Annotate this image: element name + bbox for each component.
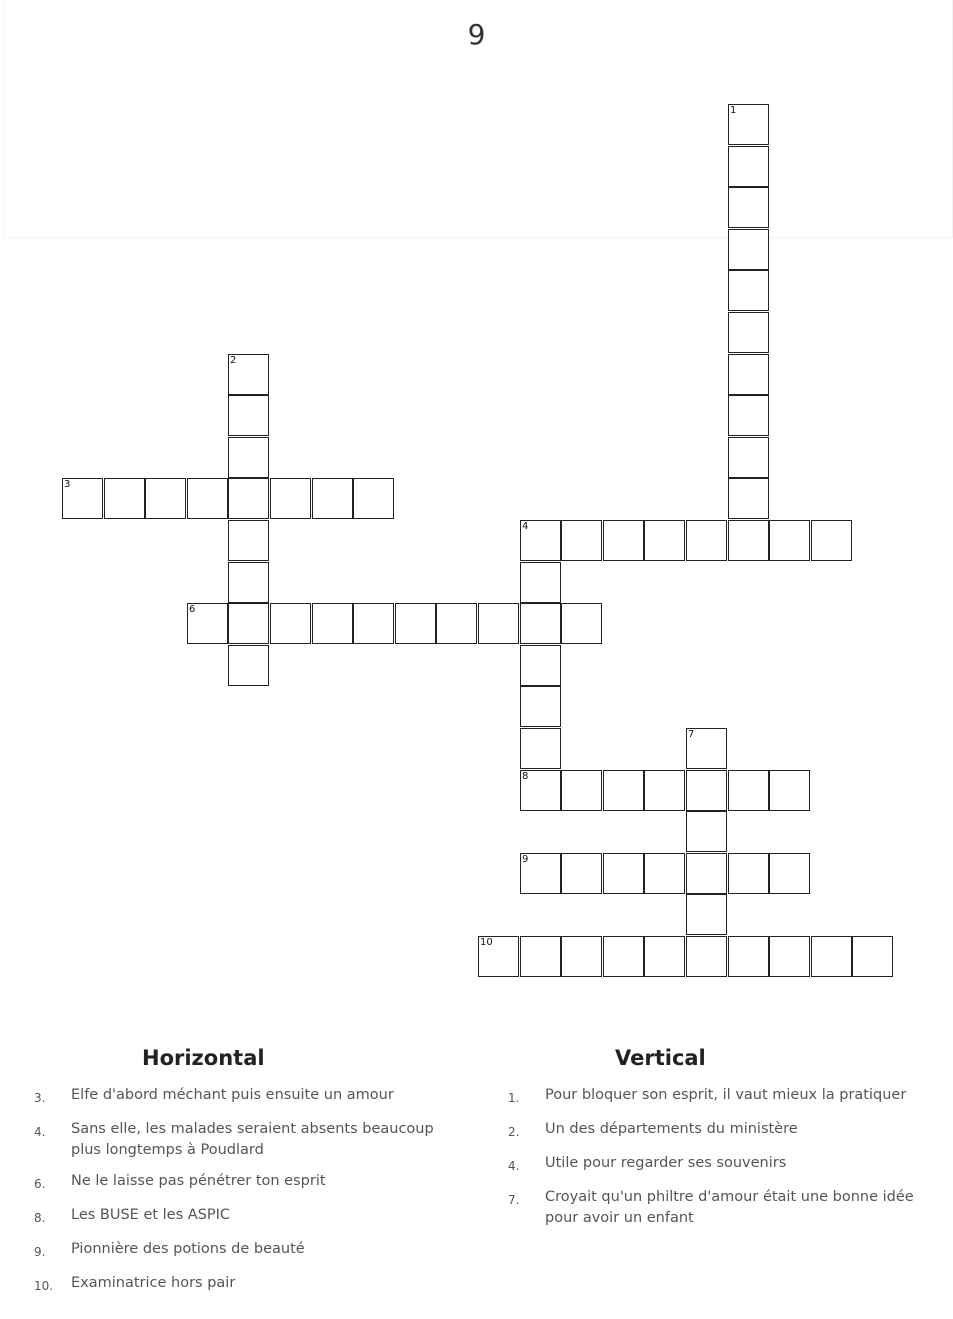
clue-number: 3.	[34, 1091, 46, 1105]
grid-cell[interactable]	[644, 936, 685, 977]
grid-cell[interactable]	[644, 770, 685, 811]
grid-cell[interactable]	[769, 520, 810, 561]
grid-cell[interactable]	[62, 478, 103, 519]
grid-cell[interactable]	[728, 520, 769, 561]
grid-cell[interactable]	[353, 478, 394, 519]
cell-number: 9	[522, 854, 529, 865]
clue-text: Les BUSE et les ASPIC	[71, 1207, 231, 1223]
grid-cell[interactable]	[728, 104, 769, 145]
grid-cell[interactable]	[228, 603, 269, 644]
horizontal-clue	[34, 1205, 434, 1229]
clue-number: 1.	[508, 1091, 520, 1105]
grid-cell[interactable]	[769, 936, 810, 977]
grid-cell[interactable]	[187, 603, 228, 644]
grid-cell[interactable]	[312, 603, 353, 644]
grid-cell[interactable]	[728, 146, 769, 187]
clue-number: 6.	[34, 1177, 46, 1191]
grid-cell[interactable]	[478, 603, 519, 644]
grid-cell[interactable]	[728, 395, 769, 436]
grid-cell[interactable]	[228, 562, 269, 603]
horizontal-heading: Horizontal	[142, 1046, 265, 1070]
clue-number: 2.	[508, 1125, 520, 1139]
vertical-clue	[508, 1085, 928, 1109]
grid-cell[interactable]	[520, 520, 561, 561]
grid-cell[interactable]	[436, 603, 477, 644]
grid-cell[interactable]	[228, 645, 269, 686]
cell-number: 8	[522, 771, 529, 782]
page-title: 9	[467, 18, 486, 51]
grid-cell[interactable]	[520, 853, 561, 894]
grid-cell[interactable]	[228, 478, 269, 519]
grid-cell[interactable]	[686, 853, 727, 894]
grid-cell[interactable]	[561, 603, 602, 644]
cell-number: 4	[522, 521, 529, 532]
horizontal-clue	[34, 1273, 434, 1297]
clue-number: 7.	[508, 1193, 520, 1207]
grid-cell[interactable]	[769, 770, 810, 811]
vertical-clue-list	[508, 1085, 928, 1239]
grid-cell[interactable]	[769, 853, 810, 894]
cell-number: 1	[730, 105, 737, 116]
grid-cell[interactable]	[686, 770, 727, 811]
grid-cell[interactable]	[561, 936, 602, 977]
clue-text: Pionnière des potions de beauté	[71, 1241, 305, 1257]
grid-cell[interactable]	[603, 853, 644, 894]
clue-text: Un des départements du ministère	[545, 1121, 798, 1137]
grid-cell[interactable]	[728, 312, 769, 353]
clue-text: Sans elle, les malades seraient absents beaucoup plus longtemps à Poudlard	[71, 1121, 434, 1158]
grid-cell[interactable]	[644, 520, 685, 561]
grid-cell[interactable]	[852, 936, 893, 977]
grid-cell[interactable]	[270, 603, 311, 644]
grid-cell[interactable]	[228, 437, 269, 478]
grid-cell[interactable]	[728, 187, 769, 228]
clue-text: Croyait qu'un philtre d'amour était une bonne idée pour avoir un enfant	[545, 1189, 914, 1226]
grid-cell[interactable]	[603, 936, 644, 977]
vertical-heading: Vertical	[615, 1046, 706, 1070]
clue-number: 10.	[34, 1279, 54, 1293]
grid-cell[interactable]	[520, 770, 561, 811]
grid-cell[interactable]	[811, 520, 852, 561]
grid-cell[interactable]	[270, 478, 311, 519]
grid-cell[interactable]	[811, 936, 852, 977]
clue-text: Pour bloquer son esprit, il vaut mieux la pratiquer	[545, 1087, 907, 1103]
grid-cell[interactable]	[603, 770, 644, 811]
cell-number: 7	[688, 729, 695, 740]
grid-cell[interactable]	[353, 603, 394, 644]
grid-cell[interactable]	[520, 562, 561, 603]
cell-number: 2	[230, 355, 237, 366]
horizontal-clue-list	[34, 1085, 434, 1307]
clue-text: Examinatrice hors pair	[71, 1275, 236, 1291]
grid-cell[interactable]	[520, 603, 561, 644]
clue-number: 4.	[34, 1125, 46, 1139]
grid-cell[interactable]	[728, 437, 769, 478]
grid-cell[interactable]	[686, 811, 727, 852]
grid-cell[interactable]	[728, 478, 769, 519]
horizontal-clue	[34, 1171, 434, 1195]
grid-cell[interactable]	[644, 853, 685, 894]
grid-cell[interactable]	[728, 936, 769, 977]
cell-number: 10	[480, 937, 493, 948]
grid-cell[interactable]	[520, 728, 561, 769]
grid-cell[interactable]	[728, 354, 769, 395]
clue-text: Utile pour regarder ses souvenirs	[545, 1155, 787, 1171]
grid-cell[interactable]	[728, 229, 769, 270]
grid-cell[interactable]	[686, 520, 727, 561]
grid-cell[interactable]	[728, 853, 769, 894]
grid-cell[interactable]	[561, 770, 602, 811]
grid-cell[interactable]	[561, 520, 602, 561]
cell-number: 3	[64, 479, 71, 490]
clue-number: 9.	[34, 1245, 46, 1259]
grid-cell[interactable]	[478, 936, 519, 977]
grid-cell[interactable]	[520, 645, 561, 686]
grid-cell[interactable]	[728, 270, 769, 311]
grid-cell[interactable]	[686, 936, 727, 977]
cell-number: 6	[189, 604, 196, 615]
grid-cell[interactable]	[312, 478, 353, 519]
grid-cell[interactable]	[104, 478, 145, 519]
vertical-clue	[508, 1119, 928, 1143]
clue-text: Ne le laisse pas pénétrer ton esprit	[71, 1173, 326, 1189]
grid-cell[interactable]	[395, 603, 436, 644]
horizontal-clue	[34, 1085, 434, 1109]
grid-cell[interactable]	[228, 354, 269, 395]
horizontal-clue	[34, 1119, 434, 1161]
grid-cell[interactable]	[187, 478, 228, 519]
grid-cell[interactable]	[520, 686, 561, 727]
grid-cell[interactable]	[686, 894, 727, 935]
grid-cell[interactable]	[603, 520, 644, 561]
clue-text: Elfe d'abord méchant puis ensuite un amour	[71, 1087, 394, 1103]
vertical-clue	[508, 1187, 928, 1229]
grid-cell[interactable]	[145, 478, 186, 519]
grid-cell[interactable]	[228, 395, 269, 436]
horizontal-clue	[34, 1239, 434, 1263]
clue-number: 8.	[34, 1211, 46, 1225]
grid-cell[interactable]	[228, 520, 269, 561]
grid-cell[interactable]	[520, 936, 561, 977]
grid-cell[interactable]	[686, 728, 727, 769]
grid-cell[interactable]	[561, 853, 602, 894]
grid-cell[interactable]	[728, 770, 769, 811]
vertical-clue	[508, 1153, 928, 1177]
clue-number: 4.	[508, 1159, 520, 1173]
